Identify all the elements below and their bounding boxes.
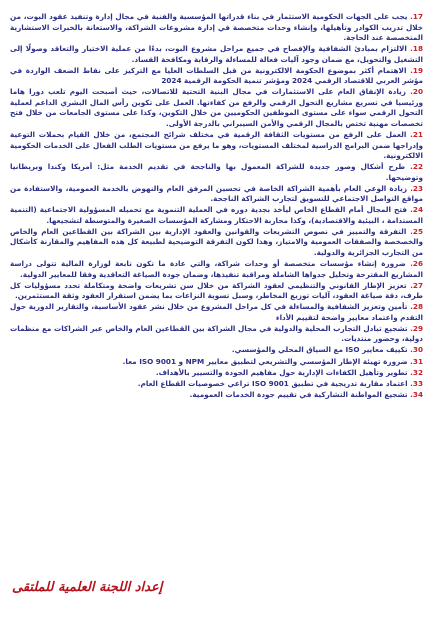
recommendation-item (10, 259, 423, 280)
recommendation-item (10, 87, 423, 129)
item-text: تشجيع المواطنة التشاركية في تقييم جودة الخدمات العمومية. (189, 389, 408, 399)
item-number: 25. (410, 226, 424, 236)
item-text: الاهتمام أكثر بموضوع الحكومة الالكترونية من قبل السلطات العليا مع التركيز على نقاط الضعف الواردة في مؤشر العربي للاقتصاد الرقمي 2024 ومؤشر تنمية الحكومة الرقمية 2024 (10, 65, 423, 86)
item-number: 31. (410, 356, 423, 366)
item-number: 29. (410, 323, 423, 333)
item-number: 26. (410, 259, 423, 269)
recommendation-item (10, 357, 423, 368)
recommendation-item (10, 368, 423, 379)
item-text: زيادة الوعي العام بأهمية الشراكة الخاصة في تحسين المرفق العام والنهوض بالخدمة العمومية، والاستفادة من مواقع التواصل الاجتماعي للتسويق لتجارب الشراكة الناجحة. (10, 183, 423, 204)
recommendation-item (10, 184, 423, 205)
recommendation-item (10, 390, 423, 401)
recommendation-item (10, 44, 423, 65)
recommendation-item (10, 302, 423, 323)
item-text: زيادة الإنفاق العام على الاستثمارات في مجال البنية التحتية للاتصالات، حيث أصبحت اليوم تلعب دورا هاما ورئيسيا في تسريع مشاريع التحول الرقمي والرفع من كفاءتها. العمل على تكوين رأس المال البشري الداعم لعملية التحول الرقمي سواء على مستوى الموظفين الحكوميين من خلال التكوين، وكذا على مستوى الجامعات من خلال فتح تخصصات مهنية تختص بالمجال الرقمي والأمن السيبراني بالدرجة الأولى. (10, 87, 423, 128)
recommendation-item (10, 130, 423, 162)
item-text: العمل على الرفع من مستويات الثقافة الرقمية في مختلف شرائح المجتمع، من خلال القيام بحملات التوعية وإدراجها ضمن البرامج الدراسية لمختلف المستويات، وهو ما يرفع من مستويات الطلب الفعال على الخدمات الحكومية الالكترونية. (10, 130, 423, 161)
item-text: فتح المجال أمام القطاع الخاص ليأخذ بجدية دوره في العملية التنموية مع تحميله المسؤولية الاجتماعية (التنمية المستدامة ، البيئية والاقتصادية)، وكذا محاربة الاحتكار ومشاركة المؤسسات الصغيرة والمتوسطة لتشجيعها. (10, 205, 423, 225)
item-text: التفرقة والتمييز في نصوص التشريعات والقوانين والعقود الإدارية بين الشراكة بين القطاعين العام والخاص والخصخصة والصفقات العمومية والامتياز، وهذا لكون التفرقة التوضيحية لطبيعة كل هذه المفاهيم والمقارنة كأشكال من التجارب الجزائرية والدولية. (10, 226, 423, 258)
item-text: الالتزام بمبادئ الشفافية والإفصاح في جميع مراحل مشروع البوت، بدءًا من عملية الاختيار والتعاقد وصولًا إلى التشغيل والتحويل، مع ضمان وجود آليات فعالة للمساءلة والرقابة ومكافحة الفساد. (10, 44, 423, 64)
item-number: 17. (410, 12, 423, 21)
item-number: 18. (410, 44, 423, 54)
item-number: 32. (410, 367, 423, 377)
recommendation-item (10, 345, 423, 356)
item-number: 21. (410, 130, 423, 140)
item-text: اعتماد مقاربة تدريجية في تطبيق ISO 9001 تراعي خصوصيات القطاع العام. (137, 378, 408, 388)
recommendations-list (10, 12, 423, 400)
item-text: تطوير وتأهيل الكفاءات الإدارية حول مفاهيم الجودة والتسيير بالأهداف. (155, 367, 408, 377)
recommendation-item (10, 281, 423, 302)
item-text: تشجيع تبادل التجارب المحلية والدولية في مجال الشراكة بين القطاعين العام والخاص عبر الشراكات مع منظمات دولية، وحضور منتديات. (10, 323, 423, 344)
recommendation-item (10, 227, 423, 259)
recommendation-item (10, 205, 423, 226)
item-number: 24. (410, 205, 423, 215)
recommendation-item (10, 12, 423, 44)
item-number: 27. (410, 280, 423, 290)
item-number: 28. (410, 302, 423, 312)
item-number: 23. (410, 183, 423, 193)
item-text: ضرورة إنشاء مؤسسات متخصصة أو وحدات شراكة، والتي عادة ما تكون تابعة لوزارة المالية تتولى دراسة المشاريع المقترحة وتحليل جدواها الشاملة ومراقبة تنفيذها، وضمان جودة الصياغة التعاقدية وفقا للمعايير الدولية. (10, 259, 423, 279)
recommendation-item (10, 379, 423, 390)
item-number: 30. (410, 345, 423, 355)
item-text: تكييف معايير ISO مع السياق المحلي والمؤسسي. (231, 345, 408, 355)
item-text: يجب على الجهات الحكومية الاستثمار في بناء قدراتها المؤسسية والفنية في مجال إدارة وتنفيذ عقود البوت، من خلال تدريب الكوادر وتأهيلها، وإنشاء وحدات متخصصة في إدارة مشروعات الشراكة، والاستعانة بالخبرات الاستشارية المتخصصة عند الحاجة. (10, 12, 423, 43)
recommendation-item (10, 66, 423, 87)
item-text: تعزيز الإطار القانوني والتنظيمي لعقود الشراكة من خلال سن تشريعات واضحة ومتكاملة تحدد مسؤوليات كل طرف، دقة صياغة العقود، آليات توزيع المخاطر، وسبل تسوية النزاعات بما يضمن استقرار العقود وثقة المستثمرين. (10, 280, 423, 301)
item-number: 19. (410, 65, 423, 75)
item-number: 34. (410, 389, 423, 399)
item-text: ضرورة تهيئة الإطار المؤسسي والتشريعي لتطبيق معايير NPM و ISO 9001 معا. (122, 356, 408, 366)
item-number: 22. (410, 162, 423, 172)
item-text: طرح أشكال وصور جديدة للشراكة المعمول بها والناجحة في تقديم الخدمة مثل: أمريكا وكندا وبريطانيا وتوضيحها. (10, 162, 423, 182)
committee-signature: إعداد اللجنة العلمية للملتقى (12, 580, 163, 595)
recommendation-item (10, 162, 423, 183)
item-number: 33. (410, 378, 423, 388)
recommendation-item (10, 324, 423, 345)
item-text: تأمين وتعزيز الشفافية والمساءلة في كل مراحل المشروع من خلال نشر عقود الأساسية، والتقارير الدورية حول التقدم واعتماد معايير واضحة لتقييم الأداء (10, 302, 423, 322)
item-number: 20. (410, 87, 423, 97)
